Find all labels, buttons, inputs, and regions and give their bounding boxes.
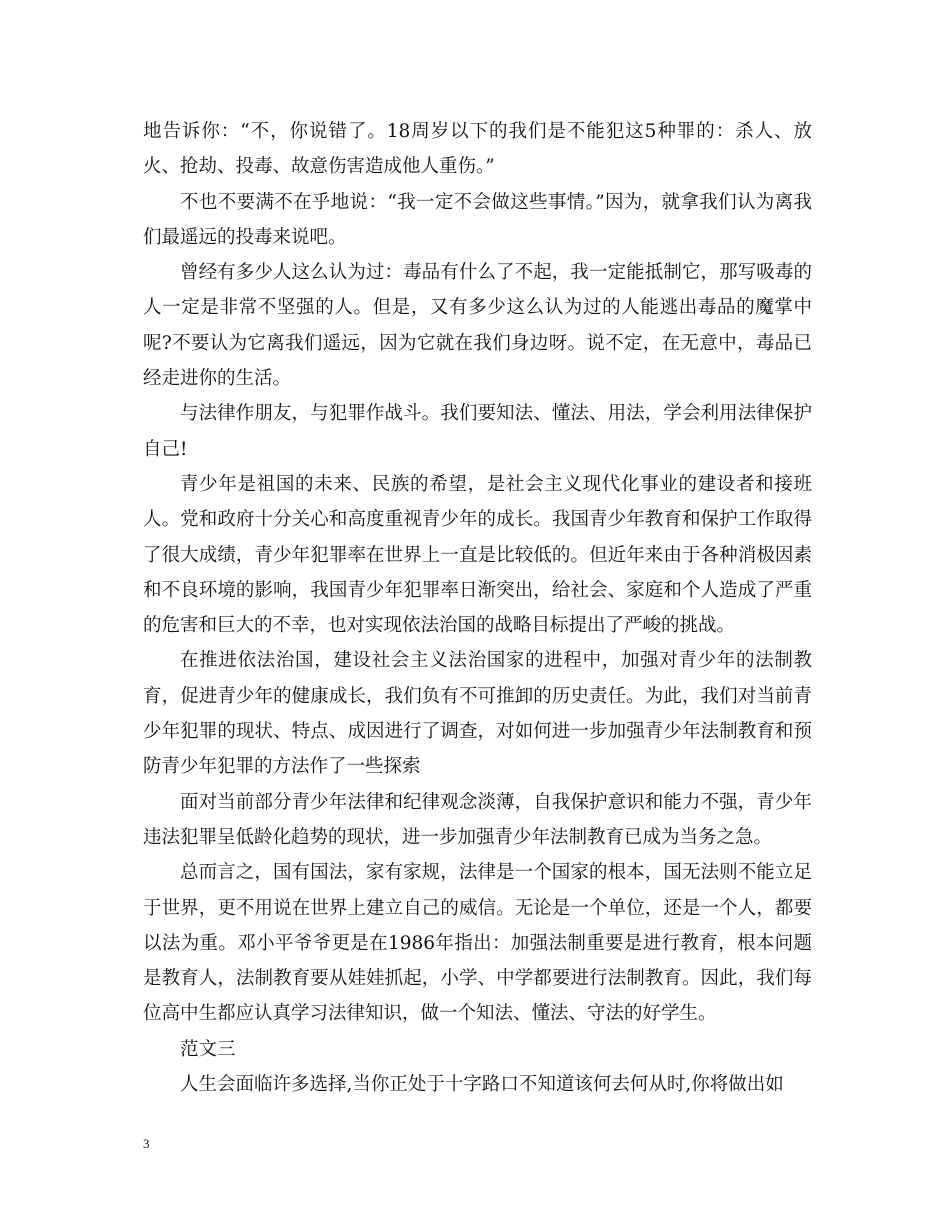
paragraph-7: 面对当前部分青少年法律和纪律观念淡薄，自我保护意识和能力不强，青少年违法犯罪呈低龄化趋势的现状，进一步加强青少年法制教育已成为当务之急。 [143, 791, 812, 848]
paragraph-5: 青少年是祖国的未来、民族的希望，是社会主义现代化事业的建设者和接班人。党和政府十分关心和高度重视青少年的成长。我国青少年教育和保护工作取得了很大成绩，青少年犯罪率在世界上一直是比较低的。但近年来由于各种消极因素和不良环境的影响，我国青少年犯罪率日渐突出，给社会、家庭和个人造成了严重的危害和巨大的不幸，也对实现依法治国的战略目标提出了严峻的挑战。 [143, 473, 812, 637]
paragraph-3: 曾经有多少人这么认为过：毒品有什么了不起，我一定能抵制它，那写吸毒的人一定是非常不坚强的人。但是，又有多少这么认为过的人能逃出毒品的魔掌中呢?不要认为它离我们遥远，因为它就在我们身边呀。说不定，在无意中，毒品已经走进你的生活。 [143, 262, 812, 390]
paragraph-4: 与法律作朋友，与犯罪作战斗。我们要知法、懂法、用法，学会利用法律保护自己! [143, 403, 812, 460]
document-body [143, 114, 812, 1102]
paragraph-8: 总而言之，国有国法，家有家规，法律是一个国家的根本，国无法则不能立足于世界，更不用说在世界上建立自己的威信。无论是一个单位，还是一个人，都要以法为重。邓小平爷爷更是在1986年指出：加强法制重要是进行教育，根本问题是教育人，法制教育要从娃娃抓起，小学、中学都要进行法制教育。因此，我们每位高中生都应认真学习法律知识，做一个知法、懂法、守法的好学生。 [143, 862, 812, 1025]
paragraph-6: 在推进依法治国，建设社会主义法治国家的进程中，加强对青少年的法制教育，促进青少年的健康成长，我们负有不可推卸的历史责任。为此，我们对当前青少年犯罪的现状、特点、成因进行了调查，对如何进一步加强青少年法制教育和预防青少年犯罪的方法作了一些探索 [143, 650, 812, 778]
paragraph-2: 不也不要满不在乎地说：“我一定不会做这些事情。”因为，就拿我们认为离我们最遥远的投毒来说吧。 [143, 191, 812, 248]
page-number: 3 [143, 1136, 150, 1151]
paragraph-1: 地告诉你：“不，你说错了。18周岁以下的我们是不能犯这5种罪的：杀人、放火、抢劫、投毒、故意伤害造成他人重伤。” [143, 121, 812, 178]
paragraph-9: 人生会面临许多选择,当你正处于十字路口不知道该何去何从时,你将做出如 [180, 1074, 784, 1096]
section-heading-sample-three: 范文三 [180, 1038, 236, 1060]
